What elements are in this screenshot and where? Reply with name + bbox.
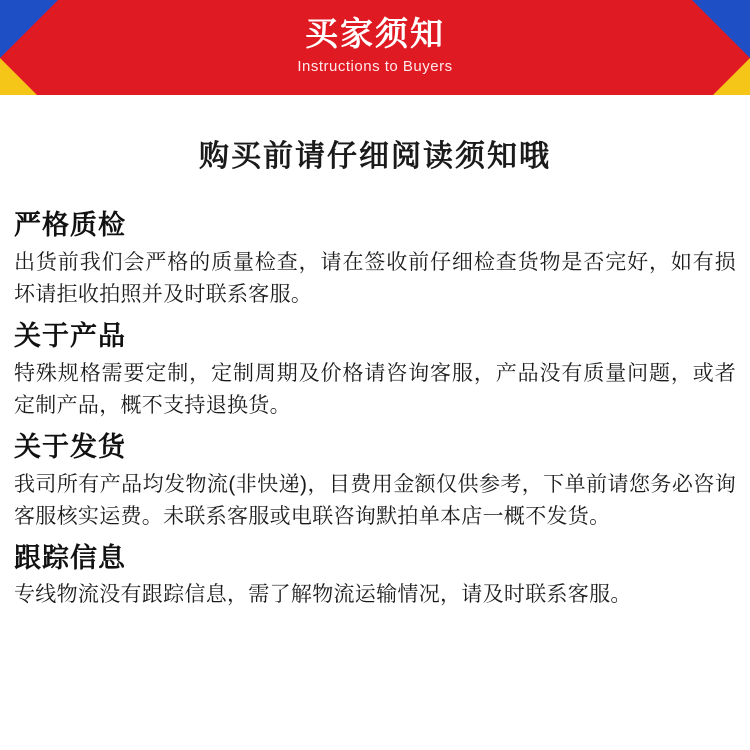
section-title: 严格质检 xyxy=(14,210,126,240)
instruction-section-tracking xyxy=(14,540,736,612)
banner-subtitle: Instructions to Buyers xyxy=(297,58,453,76)
section-body: 我司所有产品均发物流(非快递)，目费用金额仅供参考，下单前请您务必咨询客服核实运费。未联系客服或电联咨询默拍单本店一概不发货。 xyxy=(14,472,736,529)
section-body: 出货前我们会严格的质量检查，请在签收前仔细检查货物是否完好，如有损坏请拒收拍照并及时联系客服。 xyxy=(14,250,736,307)
section-title: 跟踪信息 xyxy=(14,542,126,573)
section-body: 专线物流没有跟踪信息，需了解物流运输情况，请及时联系客服。 xyxy=(14,583,632,607)
banner-title: 买家须知 xyxy=(305,15,445,52)
instruction-section-product xyxy=(14,318,736,423)
section-body: 特殊规格需要定制，定制周期及价格请咨询客服，产品没有质量问题，或者定制产品，概不支持退换货。 xyxy=(14,361,736,418)
instructions-list xyxy=(0,207,750,612)
header-banner xyxy=(0,0,750,95)
page-title: 购买前请仔细阅读须知哦 xyxy=(199,140,551,173)
instruction-section-quality xyxy=(14,207,736,312)
section-title: 关于产品 xyxy=(14,320,126,351)
section-title: 关于发货 xyxy=(14,431,126,462)
instruction-section-shipping xyxy=(14,429,736,534)
banner-text-group xyxy=(0,0,750,75)
